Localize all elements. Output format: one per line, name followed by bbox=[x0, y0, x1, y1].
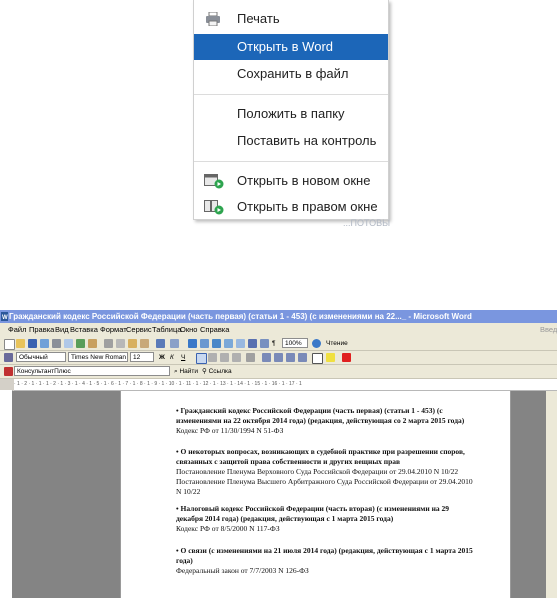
menu-separator bbox=[194, 161, 388, 162]
menu-item-open-right-window-label: Открыть в правом окне bbox=[237, 199, 378, 214]
insert-excel-icon[interactable] bbox=[224, 339, 233, 348]
svg-text:W: W bbox=[2, 315, 8, 321]
menu-bar bbox=[0, 323, 557, 337]
page-margin-area bbox=[12, 391, 120, 598]
help-query-hint: Введ bbox=[540, 325, 557, 334]
line-spacing-icon[interactable] bbox=[246, 353, 255, 362]
insert-table-icon[interactable] bbox=[212, 339, 221, 348]
columns-icon[interactable] bbox=[236, 339, 245, 348]
doc-entry-title[interactable]: • О некоторых вопросах, возникающих в судебной практике при разрешении споров, связанных с защитой права собственности и других вещных прав bbox=[176, 447, 465, 466]
save-icon[interactable] bbox=[28, 339, 37, 348]
doc-entry-title[interactable]: • Гражданский кодекс Российской Федерации (часть первая) (статьи 1 - 453) (с изменениями на 22 октября 2014 года) (редакция, действующая со 2 марта 2015 года) bbox=[176, 406, 465, 425]
find-button[interactable]: ⌕ Найти bbox=[174, 368, 199, 375]
menu-separator bbox=[194, 94, 388, 95]
menu-edit[interactable]: Правка bbox=[29, 325, 55, 334]
window-title: Гражданский кодекс Российской Федерации (часть первая) (статьи 1 - 453) (с изменениями на 22..._ - Microsoft Word bbox=[9, 312, 472, 321]
menu-item-open-new-window[interactable] bbox=[194, 168, 388, 194]
tables-borders-icon[interactable] bbox=[200, 339, 209, 348]
formatting-toolbar bbox=[0, 351, 557, 365]
hyperlink-icon[interactable] bbox=[188, 339, 197, 348]
doc-entry-line: Кодекс РФ от 8/5/2000 N 117-ФЗ bbox=[176, 524, 280, 533]
new-window-icon bbox=[204, 173, 224, 189]
format-painter-icon[interactable] bbox=[140, 339, 149, 348]
doc-entry bbox=[176, 406, 476, 436]
standard-toolbar bbox=[0, 337, 557, 351]
copy-icon[interactable] bbox=[116, 339, 125, 348]
open-folder-icon[interactable] bbox=[16, 339, 25, 348]
bullets-icon[interactable] bbox=[274, 353, 283, 362]
print-icon[interactable] bbox=[52, 339, 61, 348]
align-left-icon[interactable] bbox=[196, 353, 207, 364]
vertical-scrollbar[interactable] bbox=[546, 391, 557, 598]
doc-entry-title[interactable]: • О связи (с изменениями на 21 июля 2014 года) (редакция, действующая с 1 марта 2015 года) bbox=[176, 546, 473, 565]
menu-item-open-in-word-label: Открыть в Word bbox=[237, 39, 334, 54]
menu-table[interactable]: Таблица bbox=[152, 325, 182, 334]
menu-item-put-in-folder[interactable] bbox=[194, 101, 388, 127]
new-document-icon[interactable] bbox=[4, 339, 15, 350]
menu-item-open-in-word[interactable] bbox=[194, 34, 388, 60]
italic-icon[interactable]: К bbox=[170, 354, 174, 361]
right-window-icon bbox=[204, 199, 224, 215]
doc-entry-line: Федеральный закон от 7/7/2003 N 126-ФЗ bbox=[176, 566, 309, 575]
menu-tools[interactable]: Сервис bbox=[126, 325, 152, 334]
printer-icon bbox=[205, 12, 221, 26]
numbering-icon[interactable] bbox=[262, 353, 271, 362]
doc-entry-line: Постановление Пленума Верховного Суда Российской Федерации от 29.04.2010 N 10/22 bbox=[176, 467, 459, 476]
doc-entry bbox=[176, 504, 476, 534]
doc-entry-line: Постановление Пленума Высшего Арбитражного Суда Российской Федерации от 29.04.2010 N 10/22 bbox=[176, 477, 473, 496]
paste-icon[interactable] bbox=[128, 339, 137, 348]
menu-item-open-right-window[interactable] bbox=[194, 194, 388, 220]
doc-entry-line: Кодекс РФ от 11/30/1994 N 51-ФЗ bbox=[176, 426, 284, 435]
menu-view[interactable]: Вид bbox=[55, 325, 69, 334]
horizontal-ruler[interactable]: · 1 · 2 · 1 · 1 · 1 · 2 · 1 · 3 · 1 · 4 · 1 · 5 · 1 · 6 · 1 · 7 · 1 · 8 · 1 · 9 · 1 · 10 · 1 · 11 · 1 · 12 · 1 · 13 · 1 · 14 · 1 · 15 · 1 · 16 · 1 · 17 · 1 bbox=[14, 379, 557, 391]
word-window bbox=[0, 310, 557, 598]
find-label: Найти bbox=[179, 368, 199, 375]
menu-insert[interactable]: Вставка bbox=[70, 325, 98, 334]
cut-icon[interactable] bbox=[104, 339, 113, 348]
doc-entry-title[interactable]: • Налоговый кодекс Российской Федерации (часть вторая) (с изменениями на 29 декабря 2014 года) (редакция, действующая с 1 марта 2015 года) bbox=[176, 504, 450, 523]
borders-icon[interactable] bbox=[312, 353, 323, 364]
reading-mode-button[interactable]: Чтение bbox=[326, 340, 348, 347]
menu-item-save-to-file-label: Сохранить в файл bbox=[237, 66, 349, 81]
consultant-select[interactable]: КонсультантПлюс bbox=[14, 366, 170, 376]
help-icon[interactable] bbox=[312, 339, 321, 348]
drawing-icon[interactable] bbox=[248, 339, 257, 348]
font-color-icon[interactable] bbox=[342, 353, 351, 362]
menu-file[interactable]: Файл bbox=[8, 325, 27, 334]
print-preview-icon[interactable] bbox=[64, 339, 73, 348]
menu-item-put-in-folder-label: Положить в папку bbox=[237, 106, 345, 121]
link-label: Ссылка bbox=[208, 368, 232, 375]
permission-icon[interactable] bbox=[40, 339, 49, 348]
increase-indent-icon[interactable] bbox=[298, 353, 307, 362]
menu-item-set-control[interactable] bbox=[194, 128, 388, 154]
justify-icon[interactable] bbox=[232, 353, 241, 362]
menu-item-open-new-window-label: Открыть в новом окне bbox=[237, 173, 371, 188]
document-map-icon[interactable] bbox=[260, 339, 269, 348]
menu-format[interactable]: Формат bbox=[100, 325, 127, 334]
undo-icon[interactable] bbox=[156, 339, 165, 348]
zoom-select[interactable]: 100% bbox=[282, 338, 308, 348]
highlight-icon[interactable] bbox=[326, 353, 335, 362]
menu-item-save-to-file[interactable] bbox=[194, 61, 388, 87]
styles-icon[interactable] bbox=[4, 353, 13, 362]
title-bar bbox=[0, 310, 557, 323]
align-center-icon[interactable] bbox=[208, 353, 217, 362]
consultant-toolbar bbox=[0, 365, 557, 379]
link-button[interactable]: ⚲ Ссылка bbox=[202, 368, 232, 375]
menu-window[interactable]: Окно bbox=[180, 325, 198, 334]
context-menu bbox=[193, 0, 389, 220]
menu-item-set-control-label: Поставить на контроль bbox=[237, 133, 377, 148]
spelling-icon[interactable] bbox=[76, 339, 85, 348]
menu-help[interactable]: Справка bbox=[200, 325, 230, 334]
doc-entry bbox=[176, 546, 476, 576]
align-right-icon[interactable] bbox=[220, 353, 229, 362]
underline-icon[interactable]: Ч bbox=[181, 354, 186, 361]
menu-item-print-label: Печать bbox=[237, 11, 280, 26]
font-select[interactable]: Times New Roman bbox=[68, 352, 128, 362]
doc-entry bbox=[176, 447, 476, 497]
decrease-indent-icon[interactable] bbox=[286, 353, 295, 362]
bold-icon[interactable]: Ж bbox=[159, 354, 165, 361]
page-margin-area-right bbox=[509, 391, 546, 598]
background-text: ...ПОТОВЫ bbox=[343, 218, 391, 228]
word-app-icon bbox=[1, 312, 8, 321]
research-icon[interactable] bbox=[88, 339, 97, 348]
redo-icon[interactable] bbox=[170, 339, 179, 348]
show-hide-icon[interactable]: ¶ bbox=[272, 340, 276, 347]
consultant-logo-icon bbox=[4, 367, 13, 376]
style-select[interactable]: Обычный bbox=[16, 352, 66, 362]
font-size-select[interactable]: 12 bbox=[130, 352, 154, 362]
menu-item-print[interactable] bbox=[194, 6, 388, 32]
